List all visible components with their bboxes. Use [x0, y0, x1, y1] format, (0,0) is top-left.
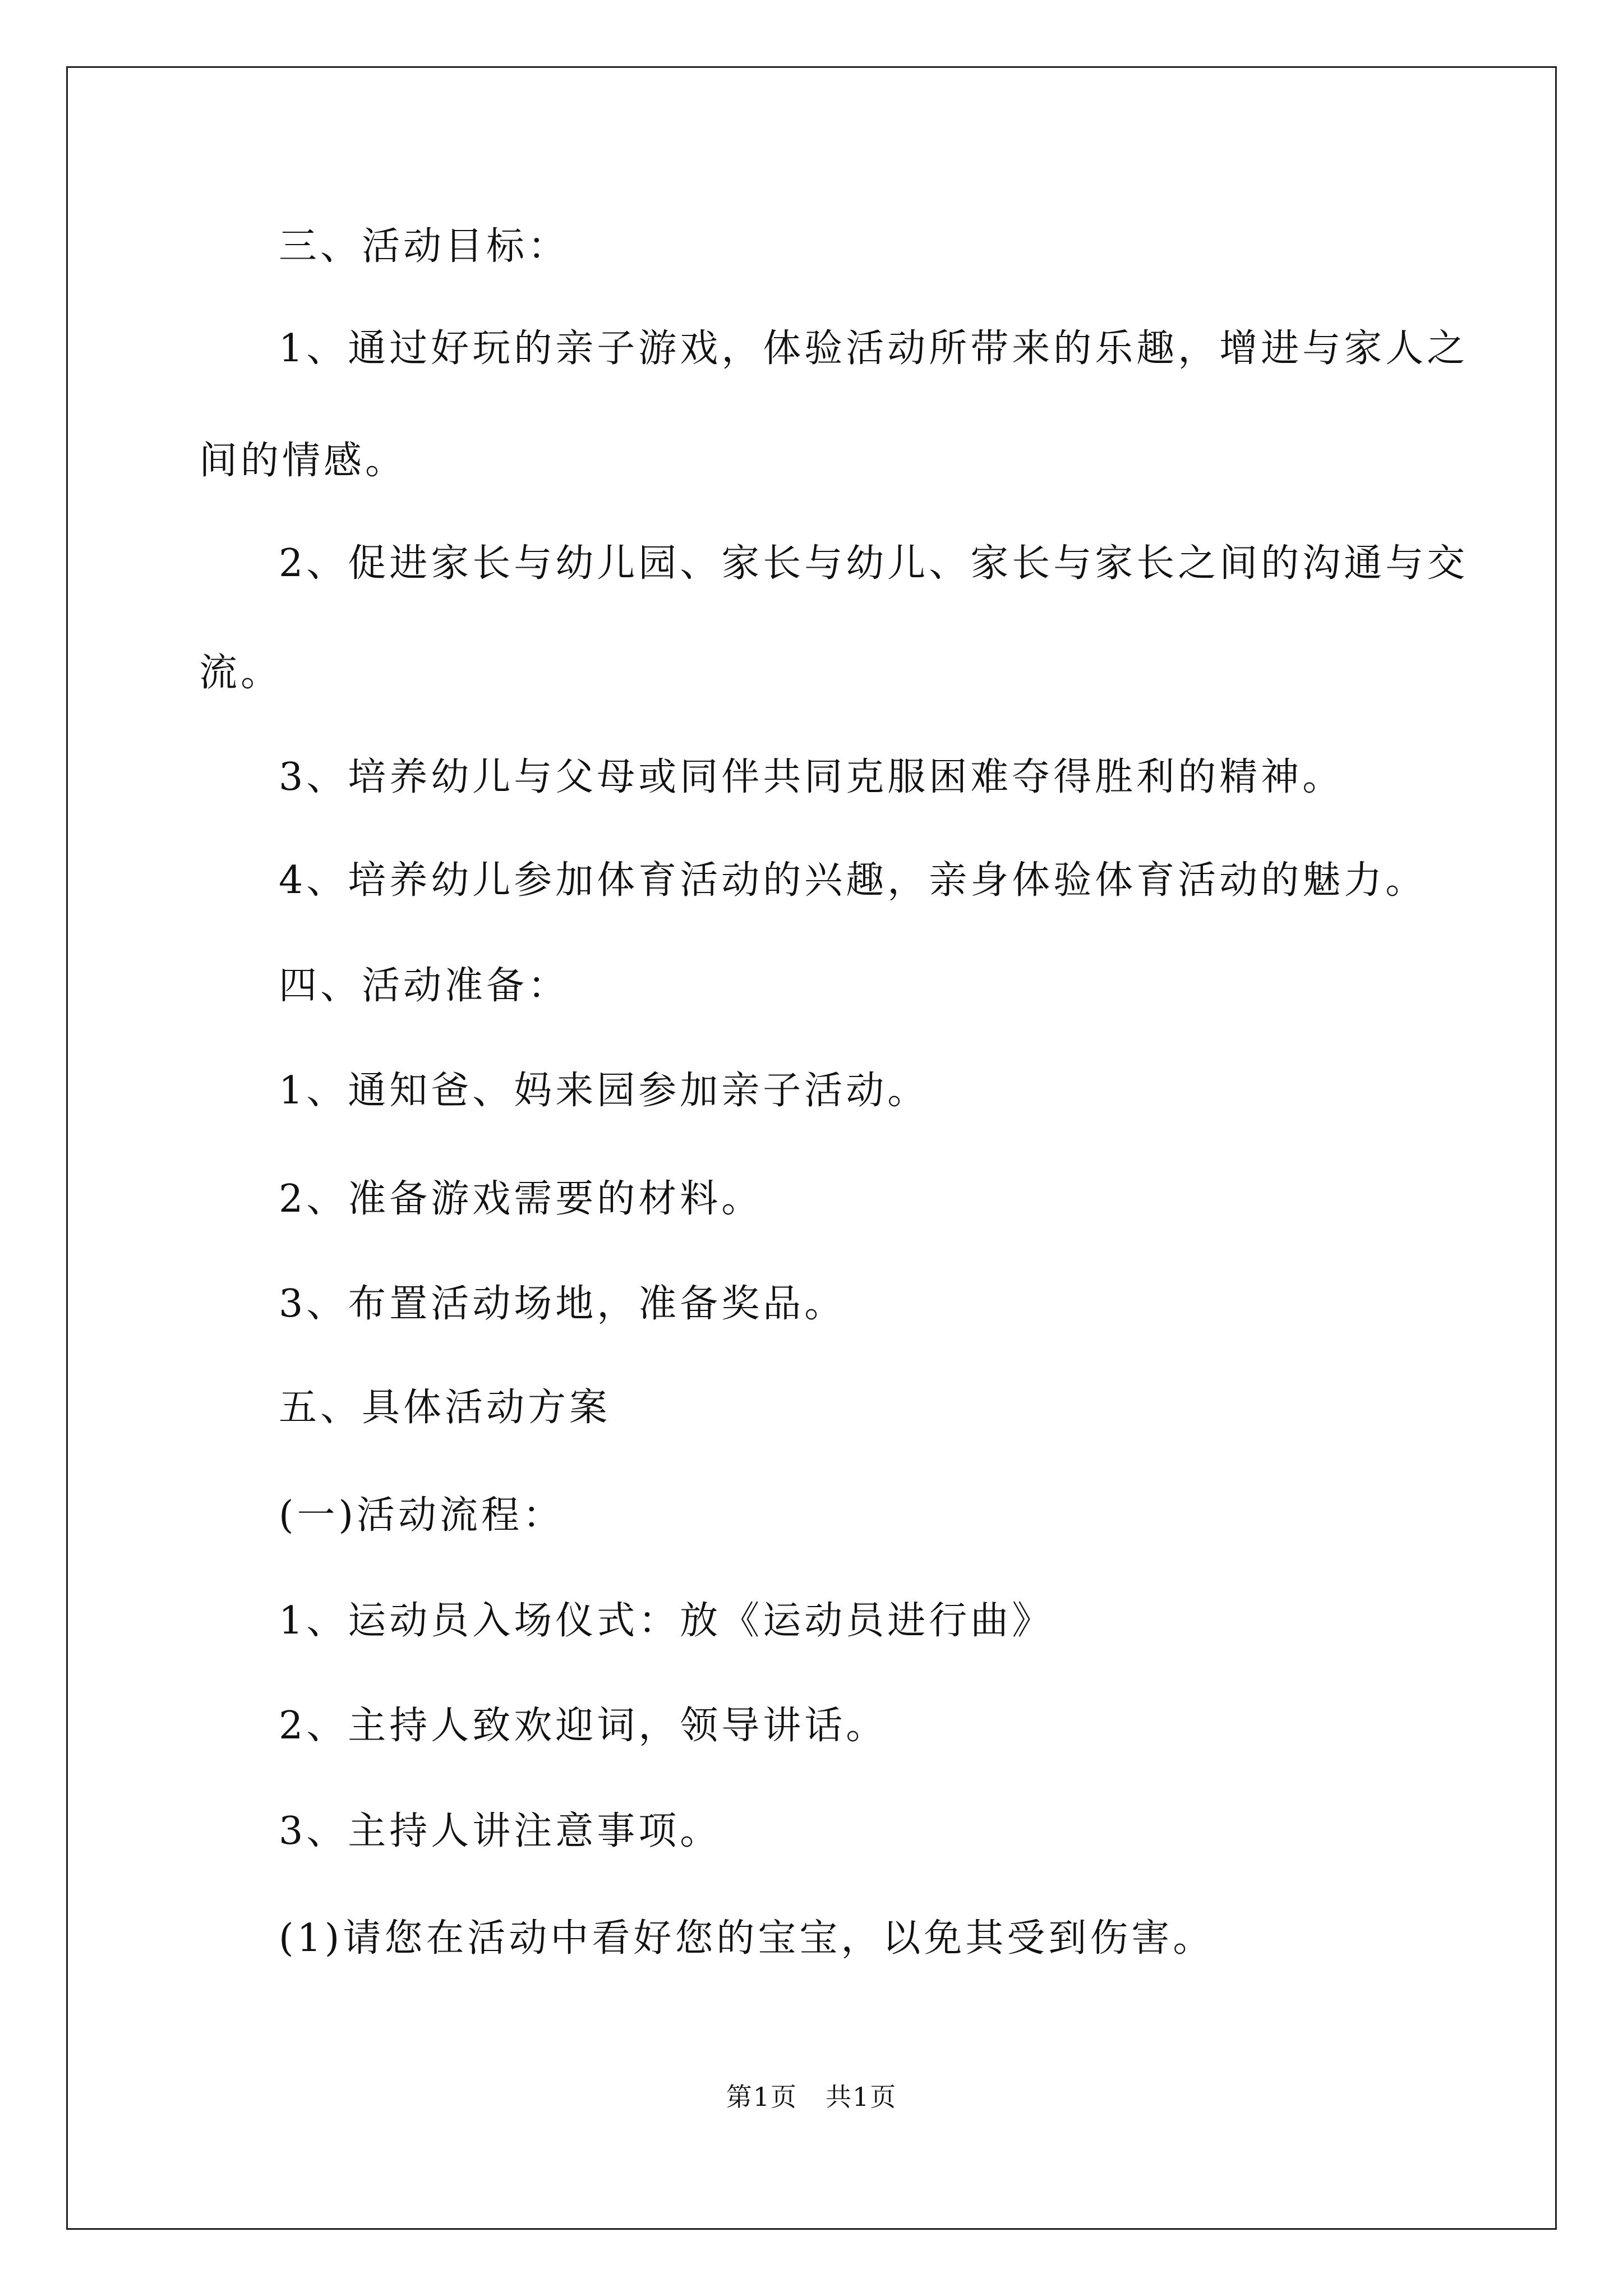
- paragraph: 1、运动员入场仪式：放《运动员进行曲》: [279, 1599, 1054, 1643]
- paragraph: 3、主持人讲注意事项。: [279, 1809, 722, 1853]
- paragraph: (一)活动流程：: [279, 1493, 565, 1538]
- paragraph: 2、准备游戏需要的材料。: [279, 1177, 763, 1221]
- paragraph: 间的情感。: [199, 439, 407, 483]
- paragraph: 三、活动目标：: [279, 224, 570, 269]
- paragraph: 3、培养幼儿与父母或同伴共同克服困难夺得胜利的精神。: [279, 755, 1344, 799]
- page-footer: [0, 2081, 1623, 2113]
- page-border: [66, 66, 1557, 2230]
- page-count: 共1页: [826, 2082, 897, 2112]
- paragraph: 流。: [199, 651, 283, 695]
- paragraph: 1、通过好玩的亲子游戏，体验活动所带来的乐趣，增进与家人之: [279, 326, 1469, 371]
- paragraph: 2、促进家长与幼儿园、家长与幼儿、家长与家长之间的沟通与交: [279, 541, 1469, 586]
- paragraph: 五、具体活动方案: [279, 1386, 611, 1430]
- paragraph: 2、主持人致欢迎词，领导讲话。: [279, 1704, 888, 1748]
- paragraph: 1、通知爸、妈来园参加亲子活动。: [279, 1069, 929, 1113]
- page-number: 第1页: [726, 2082, 797, 2112]
- paragraph: 四、活动准备：: [279, 964, 570, 1008]
- paragraph: 3、布置活动场地，准备奖品。: [279, 1282, 846, 1326]
- paragraph: (1)请您在活动中看好您的宝宝，以免其受到伤害。: [279, 1916, 1215, 1961]
- paragraph: 4、培养幼儿参加体育活动的兴趣，亲身体验体育活动的魅力。: [279, 858, 1427, 903]
